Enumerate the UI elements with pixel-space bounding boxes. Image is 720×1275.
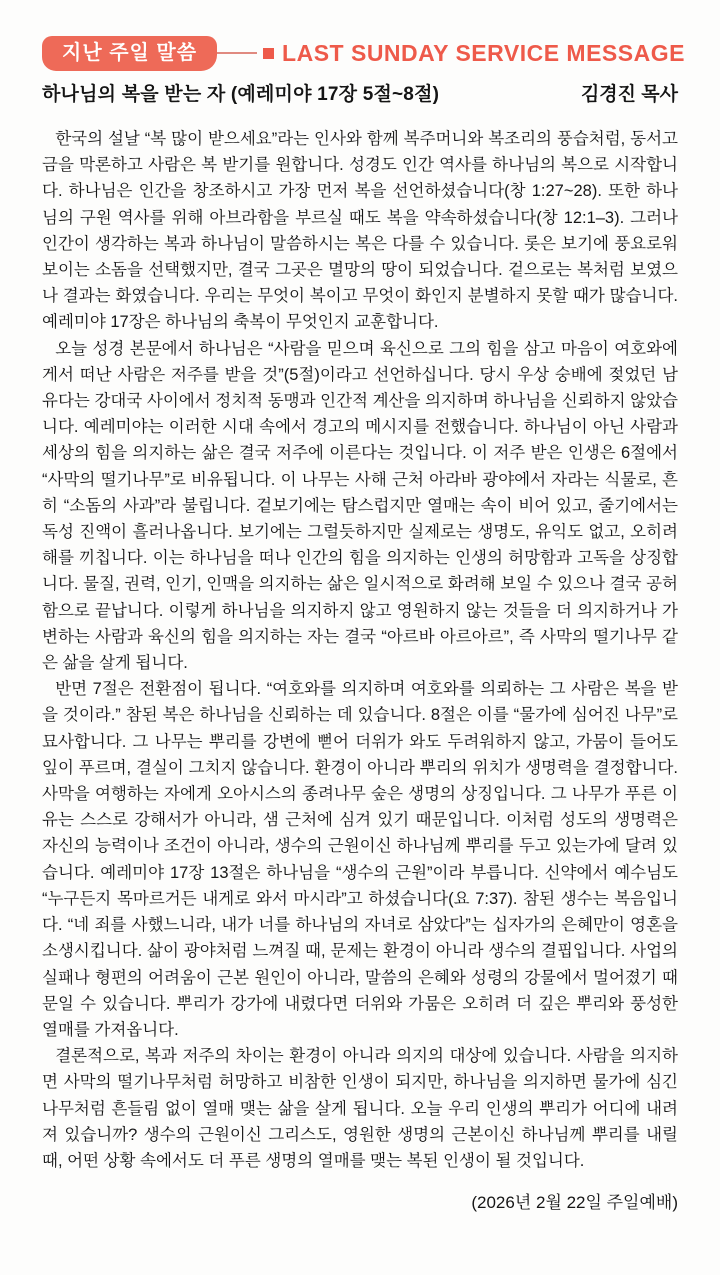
service-date: (2026년 2월 22일 주일예배) [471, 1193, 678, 1213]
square-bullet-icon [263, 48, 274, 59]
paragraph: 한국의 설날 “복 많이 받으세요”라는 인사와 함께 복주머니와 복조리의 풍습처럼, 동서고금을 막론하고 사람은 복 받기를 원합니다. 성경도 인간 역사를 하나님의 복으로 시작합니다. 하나님은 인간을 창조하시고 가장 먼저 복을 선언하셨습니다(창 1:27~28). 또한 하나님의 구원 역사를 위해 아브라함을 부르실 때도 복을 약속하셨습니다(창 12:1–3). 그러나 인간이 생각하는 복과 하나님이 말씀하시는 복은 다를 수 있습니다. 롯은 보기에 풍요로워 보이는 소돔을 선택했지만, 결국 그곳은 멸망의 땅이 되었습니다. 겉으로는 복처럼 보였으나 결과는 화였습니다. 우리는 무엇이 복이고 무엇이 화인지 분별하지 못할 때가 많습니다. 예레미야 17장은 하나님의 축복이 무엇인지 교훈합니다. [42, 130, 678, 332]
message-body [42, 126, 678, 1174]
pastor-name: 김경진 목사 [580, 84, 678, 105]
header-connector-line [217, 52, 257, 54]
sermon-title: 하나님의 복을 받는 자 (예레미야 17장 5절~8절) [42, 84, 440, 105]
paragraph: 반면 7절은 전환점이 됩니다. “여호와를 의지하며 여호와를 의뢰하는 그 사람은 복을 받을 것이라.” 참된 복은 하나님을 신뢰하는 데 있습니다. 8절은 이를 “물가에 심어진 나무”로 묘사합니다. 그 나무는 뿌리를 강변에 뻗어 더위가 와도 두려워하지 않고, 가뭄이 들어도 잎이 푸르며, 결실이 그치지 않습니다. 환경이 아니라 뿌리의 위치가 생명력을 결정합니다. 사막을 여행하는 자에게 오아시스의 종려나무 숲은 생명의 상징입니다. 그 나무가 푸른 이유는 스스로 강해서가 아니라, 샘 근처에 심겨 있기 때문입니다. 이처럼 성도의 생명력은 자신의 능력이나 조건이 아니라, 생수의 근원이신 하나님께 뿌리를 두고 있는가에 달려 있습니다. 예레미야 17장 13절은 하나님을 “생수의 근원”이라 부릅니다. 신약에서 예수님도 “누구든지 목마르거든 내게로 와서 마시라”고 하셨습니다(요 7:37). 참된 생수는 복음입니다. “네 죄를 사했느니라, 내가 너를 하나님의 자녀로 삼았다”는 십자가의 은혜만이 영혼을 소생시킵니다. 삶이 광야처럼 느껴질 때, 문제는 환경이 아니라 생수의 결핍입니다. 사업의 실패나 형편의 어려움이 근본 원인이 아니라, 말씀의 은혜와 성령의 강물에서 멀어졌기 때문일 수 있습니다. 뿌리가 강가에 내렸다면 더위와 가뭄은 오히려 더 깊은 뿌리와 풍성한 열매를 가져옵니다. [42, 680, 678, 1039]
section-title-english: LAST SUNDAY SERVICE MESSAGE [282, 39, 685, 66]
paragraph: 오늘 성경 본문에서 하나님은 “사람을 믿으며 육신으로 그의 힘을 삼고 마음이 여호와에게서 떠난 사람은 저주를 받을 것”(5절)이라고 선언하십니다. 당시 우상 숭배에 젖었던 남유다는 강대국 사이에서 정치적 동맹과 인간적 계산을 의지하며 하나님을 신뢰하지 않았습니다. 예레미야는 이러한 시대 속에서 경고의 메시지를 전했습니다. 하나님이 아닌 사람과 세상의 힘을 의지하는 삶은 결국 저주에 이른다는 것입니다. 이 저주 받은 인생은 6절에서 “사막의 떨기나무”로 비유됩니다. 이 나무는 사해 근처 아라바 광야에서 자라는 식물로, 흔히 “소돔의 사과”라 불립니다. 겉보기에는 탐스럽지만 열매는 속이 비어 있고, 줄기에서는 독성 진액이 흘러나옵니다. 보기에는 그럴듯하지만 실제로는 생명도, 유익도 없고, 오히려 해를 끼칩니다. 이는 하나님을 떠나 인간의 힘을 의지하는 인생의 허망함과 고독을 상징합니다. 물질, 권력, 인기, 인맥을 의지하는 삶은 일시적으로 화려해 보일 수 있으나 결국 공허함으로 끝납니다. 이렇게 하나님을 의지하지 않고 영원하지 않는 것들을 더 의지하거나 가변하는 사람과 육신의 힘을 의지하는 자는 결국 “아르바 아르아르”, 즉 사막의 떨기나무 같은 삶을 살게 됩니다. [42, 339, 678, 673]
section-header [42, 36, 685, 70]
paragraph: 결론적으로, 복과 저주의 차이는 환경이 아니라 의지의 대상에 있습니다. 사람을 의지하면 사막의 떨기나무처럼 허망하고 비참한 인생이 되지만, 하나님을 의지하면 물가에 심긴 나무처럼 흔들림 없이 열매 맺는 삶을 살게 됩니다. 오늘 우리 인생의 뿌리가 어디에 내려져 있습니까? 생수의 근원이신 그리스도, 영원한 생명의 근본이신 하나님께 뿌리를 내릴 때, 어떤 상황 속에서도 더 푸른 생명의 열매를 맺는 복된 인생이 될 것입니다. [42, 1047, 678, 1170]
sermon-title-row [42, 79, 678, 106]
section-badge: 지난 주일 말씀 [42, 36, 217, 71]
